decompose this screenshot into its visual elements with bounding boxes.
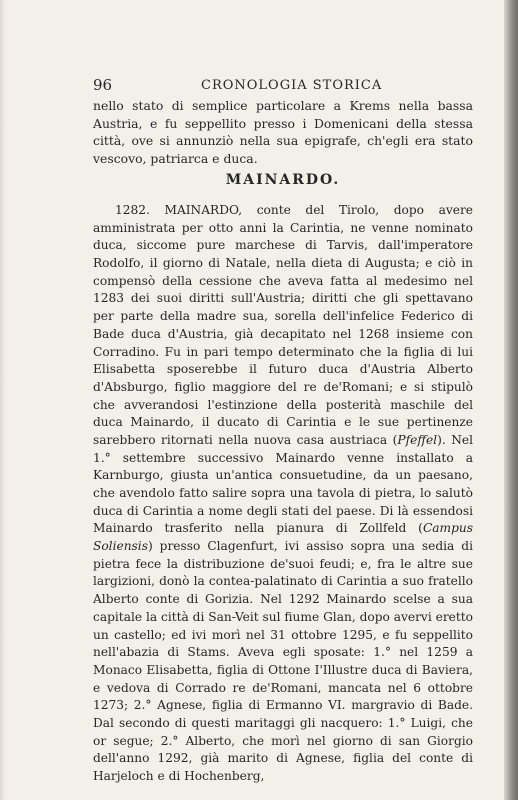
running-head: CRONOLOGIA STORICA — [201, 78, 383, 93]
entry-text-1: 1282. MAINARDO, conte del Tirolo, dopo avere amministrata per otto anni la Carintia, ne venne nominato duca, siccome pure marchese di Tarvis, dall'imperatore Rodolfo, il giorno di Natale, nella dieta di Augusta; e ciò in compensò della cessione che aveva fatta al medesimo nel 1283 dei suoi diritti sull'Austria; diritti che gli spettavano per parte della madre sua, sorella dell'infelice Federico di Bade duca d'Austria, già decapitato nel 1268 insieme con Corradino. Fu in pari tempo determinato che la figlia di lui Elisabetta sposerebbe il futuro duca d'Austria Alberto d'Absburgo, figlio maggiore del re de'Romani; e si stipulò che avverandosi l'estinzione della posterità maschile del duca Mainardo, il ducato di Carintia e le sue pertinenze sarebbero ritornati nella nuova casa austriaca ( — [93, 203, 473, 447]
entry-paragraph — [93, 202, 473, 786]
entry-text-2: ). Nel 1.° settembre successivo Mainardo venne installato a Karnburgo, giusta un'antica consuetudine, da un paesano, che avendolo fatto salire sopra una tavola di pietra, lo salutò duca di Carintia a nome degli stati del paese. Di là essendosi Mainardo trasferito nella pianura di Zollfeld ( — [93, 432, 473, 536]
page-gutter-shadow — [0, 0, 6, 800]
entry-italic-campus: Campus Soliensis — [93, 521, 473, 554]
entry-italic-pfeffel: Pfeffel — [397, 432, 438, 447]
section-title: MAINARDO. — [225, 172, 341, 188]
entry-text-3: ) presso Clagenfurt, ivi assiso sopra una sedia di pietra fece la distribuzione de'suoi feudi; e, fra le altre sue largizioni, donò la contea-palatinato di Carintia a suo fratello Alberto conte di Gorizia. Nel 1292 Mainardo scelse a sua capitale la città di San-Veit sul fiume Glan, dopo avervi eretto un castello; ed ivi morì nel 31 ottobre 1295, e fu seppellito nell'abazia di Stams. Aveva egli sposate: 1.° nel 1259 a Monaco Elisabetta, figlia di Ottone I'Illustre duca di Baviera, e vedova di Corrado re de'Romani, mancata nel 6 ottobre 1273; 2.° Agnese, figlia di Ermanno VI. margravio di Bade. Dal secondo di questi maritaggi gli nacquero: 1.° Luigi, che or segue; 2.° Alberto, che morì nel giorno di san Giorgio dell'anno 1292, già marito di Agnese, figlia del conte di Harjeloch e di Hochenberg, — [93, 539, 473, 783]
page-header — [93, 76, 473, 96]
page-number: 96 — [93, 76, 113, 94]
page-edge-shadow — [504, 0, 518, 800]
continuation-paragraph: nello stato di semplice particolare a Krems nella bassa Austria, e fu seppellito presso i Domenicani della stessa città, ove si annunziò nella sua epigrafe, ch'egli era stato vescovo, patriarca e duca. — [93, 98, 473, 167]
